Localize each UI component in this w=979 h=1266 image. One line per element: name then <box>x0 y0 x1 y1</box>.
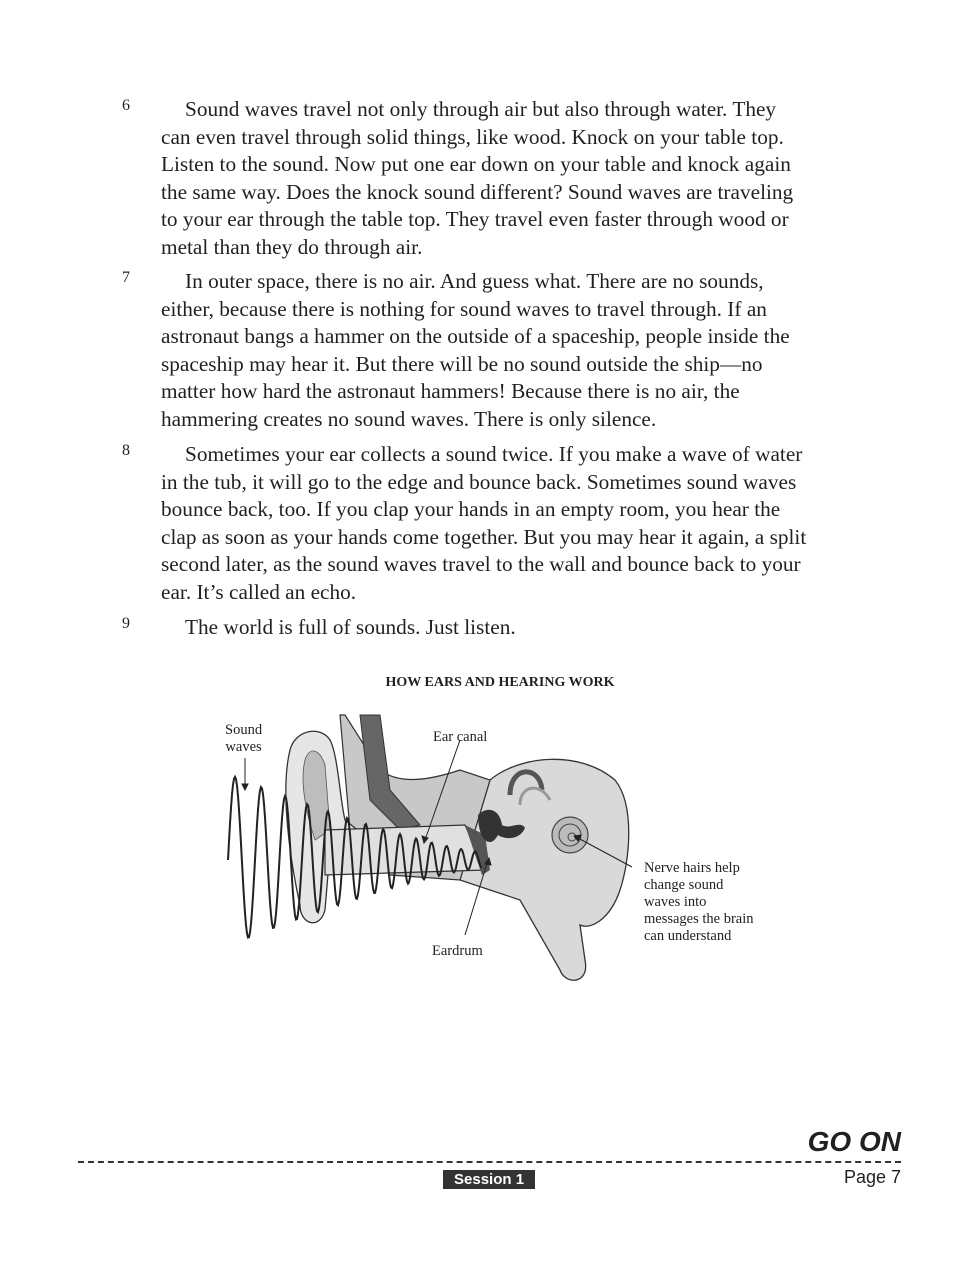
paragraph-number: 8 <box>122 442 130 459</box>
text-line: spaceship may hear it. But there will be no sound outside the ship—no <box>161 351 763 376</box>
label-line: waves into <box>644 894 707 910</box>
label-line: Nerve hairs help <box>644 860 740 876</box>
label-line: messages the brain <box>644 911 754 927</box>
text-line: clap as soon as your hands come together. But you may hear it again, a split <box>161 524 807 549</box>
label-line: change sound <box>644 877 724 893</box>
text-line: ear. It’s called an echo. <box>161 579 357 604</box>
text-line: In outer space, there is no air. And guess what. There are no sounds, <box>185 269 764 293</box>
go-on-label: GO ON <box>807 1126 901 1157</box>
ear-diagram <box>220 710 640 1000</box>
paragraph-number: 7 <box>122 269 130 286</box>
text-line: Listen to the sound. Now put one ear down on your table and knock again <box>161 152 791 176</box>
text-line: Sometimes your ear collects a sound twice. If you make a wave of water <box>185 442 803 466</box>
session-badge: Session 1 <box>443 1170 535 1189</box>
text-line: astronaut bangs a hammer on the outside of a spaceship, people inside the <box>161 324 790 348</box>
page-number: Page 7 <box>843 1167 901 1187</box>
label-nerve-hairs <box>644 860 754 945</box>
footer-divider <box>78 1161 901 1163</box>
label-sound-waves <box>225 722 262 756</box>
text-line: to your ear through the table top. They travel even faster through wood or <box>161 207 789 231</box>
text-line: can even travel through solid things, like wood. Knock on your table top. <box>161 124 784 149</box>
label-line: Sound <box>225 722 263 738</box>
label-line: waves <box>225 739 262 755</box>
text-line: the same way. Does the knock sound different? Sound waves are traveling <box>161 179 794 204</box>
diagram-title: HOW EARS AND HEARING WORK <box>385 675 615 690</box>
label-line: can understand <box>644 928 732 944</box>
paragraph-number: 6 <box>122 97 130 114</box>
text-line: bounce back, too. If you clap your hands in an empty room, you hear the <box>161 497 781 521</box>
text-line: Sound waves travel not only through air but also through water. They <box>185 97 777 121</box>
text-line: either, because there is nothing for sound waves to travel through. If an <box>161 296 767 321</box>
text-line: in the tub, it will go to the edge and bounce back. Sometimes sound waves <box>161 469 797 494</box>
text-line: second later, as the sound waves travel to the wall and bounce back to your <box>161 552 801 576</box>
text-line: matter how hard the astronaut hammers! Because there is no air, the <box>161 379 740 403</box>
text-line: metal than they do through air. <box>161 234 423 259</box>
label-ear-canal: Ear canal <box>433 729 488 745</box>
paragraph-number: 9 <box>122 615 130 632</box>
text-line: The world is full of sounds. Just listen. <box>185 615 516 639</box>
text-line: hammering creates no sound waves. There is only silence. <box>161 406 657 431</box>
label-eardrum: Eardrum <box>432 943 483 959</box>
